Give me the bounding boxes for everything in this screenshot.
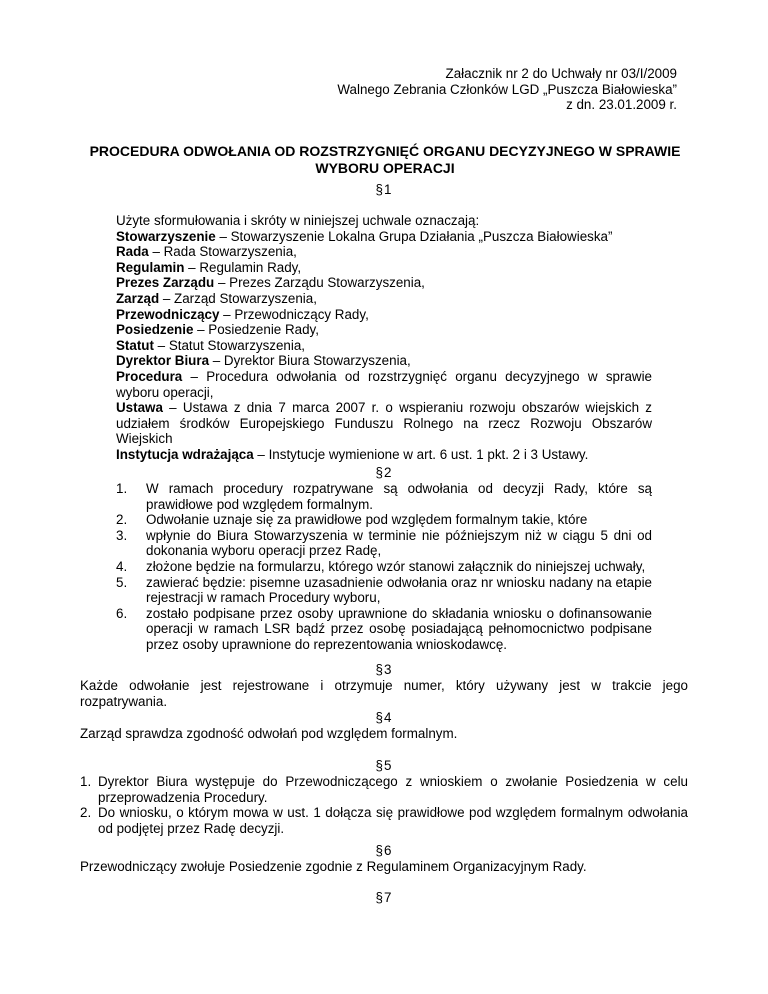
section-6-heading: §6 (375, 843, 393, 858)
list-text: wpłynie do Biura Stowarzyszenia w terminie nie późniejszym niż w ciągu 5 dni od dokonania wyboru operacji przez Radę, (146, 527, 652, 559)
definitions-intro: Użyte sformułowania i skróty w niniejszej uchwale oznaczają: (116, 213, 480, 228)
definition-text: – Dyrektor Biura Stowarzyszenia, (209, 353, 411, 369)
list-text: zostało podpisane przez osoby uprawnione do składania wniosku o dofinansowanie operacji w ramach LSR bądź przez osobę posiadającą pełnomocnictwo podpisane przez osoby uprawnione do reprezentowania wnioskodawcę. (146, 605, 652, 652)
list-number: 3. (116, 527, 128, 543)
definition-item (116, 369, 652, 400)
list-item (116, 606, 652, 653)
definition-text: – Prezes Zarządu Stowarzyszenia, (214, 275, 425, 291)
definition-term: Instytucja wdrażająca (116, 446, 254, 462)
definition-term: Przewodniczący (116, 306, 220, 322)
definition-term: Ustawa (116, 400, 163, 416)
section-6-text: Przewodniczący zwołuje Posiedzenie zgodnie z Regulaminem Organizacyjnym Rady. (80, 859, 587, 874)
definition-text: – Stowarzyszenie Lokalna Grupa Działania „Puszcza Białowieska” (215, 228, 613, 244)
definition-text: – Regulamin Rady, (184, 259, 302, 275)
definition-item (116, 322, 652, 338)
definition-text: – Rada Stowarzyszenia, (148, 244, 297, 260)
definition-term: Regulamin (116, 259, 185, 275)
definition-text: – Przewodniczący Rady, (219, 306, 369, 322)
definition-text: – Procedura odwołania od rozstrzygnięć organu decyzyjnego w sprawie wyboru operacji, (116, 368, 652, 400)
list-item (116, 512, 652, 528)
definition-item (116, 400, 652, 447)
definition-item (116, 244, 652, 260)
definition-text: – Zarząd Stowarzyszenia, (159, 290, 317, 306)
list-text: Dyrektor Biura występuje do Przewodniczącego z wnioskiem o zwołanie Posiedzenia w celu przeprowadzenia Procedury. (98, 774, 688, 805)
list-text: Odwołanie uznaje się za prawidłowe pod względem formalnym takie, które (146, 512, 588, 528)
section-5-list (80, 774, 688, 836)
list-number: 1. (116, 481, 128, 496)
list-item (80, 774, 688, 805)
definition-item (116, 291, 652, 307)
definition-item (116, 338, 652, 354)
list-text: zawierać będzie: pisemne uzasadnienie odwołania oraz nr wniosku nadany na etapie rejestracji w ramach Procedury wyboru, (146, 574, 652, 606)
section-2-heading: §2 (375, 465, 393, 480)
list-text: W ramach procedury rozpatrywane są odwołania od decyzji Rady, które są prawidłowe pod względem formalnym. (146, 481, 652, 512)
section-5-heading: §5 (375, 758, 393, 773)
definition-term: Procedura (116, 368, 183, 384)
list-item (116, 559, 652, 575)
definition-item (116, 260, 652, 276)
list-item (80, 805, 688, 836)
section-4-heading: §4 (375, 710, 393, 725)
annex-line: Walnego Zebrania Członków LGD „Puszcza Białowieska” (337, 81, 677, 97)
definition-term: Rada (116, 244, 149, 260)
definition-term: Prezes Zarządu (116, 275, 215, 291)
annex-header (257, 66, 677, 113)
list-number: 5. (116, 574, 128, 590)
definition-term: Dyrektor Biura (116, 353, 210, 369)
list-item (116, 481, 652, 512)
definition-text: – Posiedzenie Rady, (193, 322, 319, 338)
definition-text: – Statut Stowarzyszenia, (153, 337, 306, 353)
annex-line: Załacznik nr 2 do Uchwały nr 03/I/2009 (445, 66, 677, 81)
document-title: PROCEDURA ODWOŁANIA OD ROZSTRZYGNIĘĆ ORGANU DECYZYJNEGO W SPRAWIE WYBORU OPERACJI (89, 143, 681, 176)
section-3-heading: §3 (375, 662, 393, 677)
definition-term: Posiedzenie (116, 322, 194, 338)
definition-term: Stowarzyszenie (116, 228, 216, 244)
definition-text: – Ustawa z dnia 7 marca 2007 r. o wspieraniu rozwoju obszarów wiejskich z udziałem środków Europejskiego Funduszu Rolnego na rzecz Rozwoju Obszarów Wiejskich (116, 400, 652, 447)
list-number: 2. (116, 512, 128, 528)
definition-item (116, 447, 652, 463)
definition-text: – Instytucje wymienione w art. 6 ust. 1 pkt. 2 i 3 Ustawy. (253, 446, 589, 462)
list-number: 6. (116, 605, 128, 621)
section-2-list (116, 481, 652, 653)
list-number: 1. (80, 774, 92, 789)
list-item (116, 528, 652, 559)
section-7-heading: §7 (375, 890, 393, 905)
definition-term: Statut (116, 337, 154, 353)
definition-item (116, 229, 652, 245)
definition-term: Zarząd (116, 290, 160, 306)
list-number: 4. (116, 558, 128, 574)
definition-item (116, 275, 652, 291)
definitions-list (116, 213, 652, 463)
section-3-text: Każde odwołanie jest rejestrowane i otrzymuje numer, który używany jest w trakcie jego rozpatrywania. (80, 678, 688, 709)
list-item (116, 575, 652, 606)
annex-line: z dn. 23.01.2009 r. (566, 97, 677, 113)
definition-item (116, 307, 652, 323)
list-text: Do wniosku, o którym mowa w ust. 1 dołącza się prawidłowe pod względem formalnym odwołania od podjętej przez Radę decyzji. (98, 805, 688, 836)
list-number: 2. (80, 805, 92, 821)
section-4-text: Zarząd sprawdza zgodność odwołań pod względem formalnym. (80, 726, 458, 741)
list-text: złożone będzie na formularzu, którego wzór stanowi załącznik do niniejszej uchwały, (146, 558, 646, 574)
definition-item (116, 353, 652, 369)
section-1-heading: §1 (375, 182, 393, 197)
